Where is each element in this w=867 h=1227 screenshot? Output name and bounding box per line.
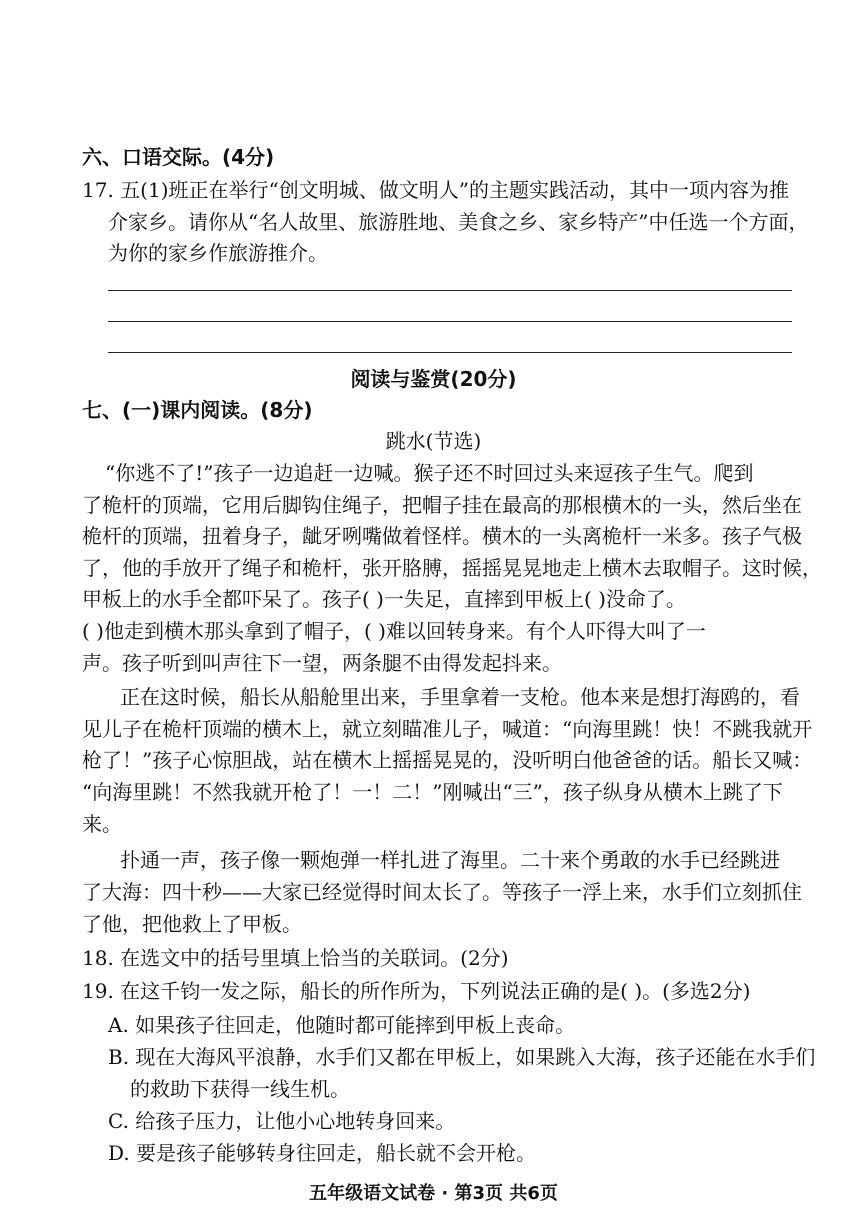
q19-option-a[interactable]: A. 如果孩子往回走，他随时都可能摔到甲板上丧命。 (108, 1013, 576, 1037)
page-footer: 五年级语文试卷 · 第3页 共6页 (309, 1183, 558, 1204)
passage-line: 来。 (82, 812, 122, 836)
q17-line-3: 为你的家乡作旅游推介。 (108, 241, 328, 265)
passage-line: “向海里跳！不然我就开枪了！一！二！”刚喊出“三”，孩子纵身从横木上跳了下 (82, 780, 783, 804)
q19-option-c[interactable]: C. 给孩子压力，让他小心地转身回来。 (108, 1109, 456, 1133)
q19-stem: 19. 在这千钧一发之际，船长的所作所为，下列说法正确的是( )。(多选2分) (82, 979, 751, 1003)
passage-line: 甲板上的水手全都吓呆了。孩子( )一失足，直摔到甲板上( )没命了。 (82, 587, 686, 611)
part-title: 阅读与鉴赏(20分) (350, 367, 517, 391)
section7-heading: 七、(一)课内阅读。(8分) (82, 398, 313, 422)
answer-line-1[interactable] (108, 290, 792, 291)
passage-line: 正在这时候，船长从船舱里出来，手里拿着一支枪。他本来是想打海鸥的，看 (120, 685, 800, 709)
passage-line: “你逃不了!”孩子一边追赶一边喊。猴子还不时回过头来逗孩子生气。爬到 (105, 461, 754, 485)
q19-option-d[interactable]: D. 要是孩子能够转身往回走，船长就不会开枪。 (108, 1141, 537, 1165)
q18: 18. 在选文中的括号里填上恰当的关联词。(2分) (82, 946, 509, 970)
passage-line: 枪了！”孩子心惊胆战，站在横木上摇摇晃晃的，没听明白他爸爸的话。船长又喊： (82, 748, 813, 772)
passage-line: 了，他的手放开了绳子和桅杆，张开胳膊，摇摇晃晃地走上横木去取帽子。这时候， (82, 556, 822, 580)
passage-line: 声。孩子听到叫声往下一望，两条腿不由得发起抖来。 (82, 651, 562, 675)
q17-line-2: 介家乡。请你从“名人故里、旅游胜地、美食之乡、家乡特产”中任选一个方面， (108, 210, 809, 234)
q19-option-b-cont: 的救助下获得一线生机。 (130, 1077, 350, 1101)
answer-line-2[interactable] (108, 321, 792, 322)
passage-title: 跳水(节选) (385, 429, 482, 453)
passage-line: 了他，把他救上了甲板。 (82, 912, 302, 936)
passage-line: ( )他走到横木那头拿到了帽子，( )难以回转身来。有个人吓得大叫了一 (82, 619, 706, 643)
q19-option-b[interactable]: B. 现在大海风平浪静，水手们又都在甲板上，如果跳入大海，孩子还能在水手们 (108, 1045, 816, 1069)
passage-line: 见儿子在桅杆顶端的横木上，就立刻瞄准儿子，喊道：“向海里跳！快！不跳我就开 (82, 717, 813, 741)
section6-heading: 六、口语交际。(4分) (82, 145, 275, 169)
answer-line-3[interactable] (108, 352, 792, 353)
passage-line: 扑通一声，孩子像一颗炮弹一样扎进了海里。二十来个勇敢的水手已经跳进 (120, 848, 780, 872)
q17-line-1: 17. 五(1)班正在举行“创文明城、做文明人”的主题实践活动，其中一项内容为推 (82, 178, 789, 202)
passage-line: 了大海：四十秒——大家已经觉得时间太长了。等孩子一浮上来，水手们立刻抓住 (82, 880, 802, 904)
passage-line: 桅杆的顶端，扭着身子，龇牙咧嘴做着怪样。横木的一头离桅杆一米多。孩子气极 (82, 524, 802, 548)
passage-line: 了桅杆的顶端，它用后脚钩住绳子，把帽子挂在最高的那根横木的一头，然后坐在 (82, 493, 802, 517)
